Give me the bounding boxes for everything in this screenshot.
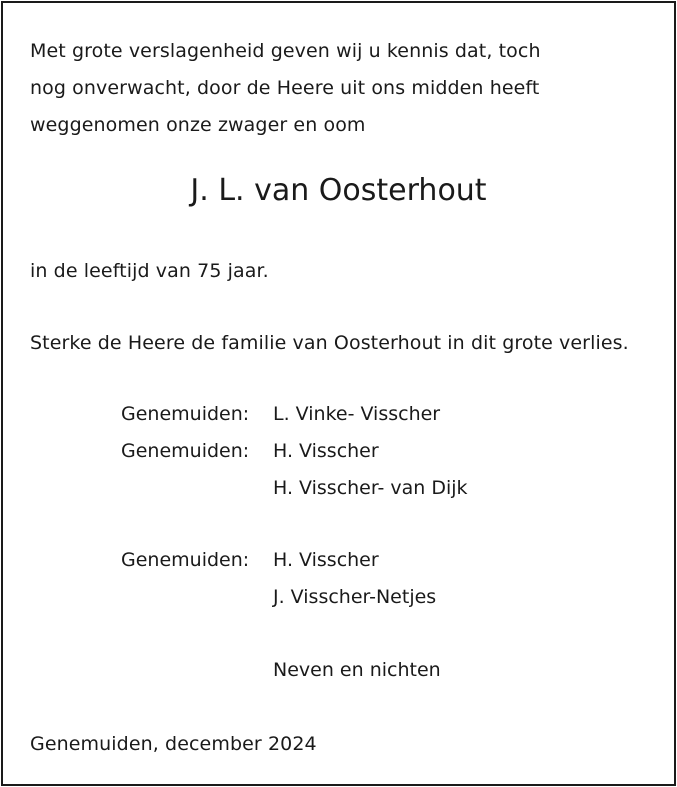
wish-line: Sterke de Heere de familie van Oosterhout in dit grote verlies. [30,332,629,354]
family-member: H. Visscher [273,440,379,462]
family-place: Genemuiden: [121,403,250,425]
relatives-line: Neven en nichten [273,659,441,681]
family-member: H. Visscher [273,549,379,571]
age-line: in de leeftijd van 75 jaar. [30,260,269,282]
obituary-notice [1,1,676,786]
deceased-name: J. L. van Oosterhout [190,173,487,208]
closing-line: Genemuiden, december 2024 [30,733,317,755]
family-member: L. Vinke- Visscher [273,403,441,425]
family-member: J. Visscher-Netjes [273,586,437,608]
family-place: Genemuiden: [121,549,250,571]
intro-line: nog onverwacht, door de Heere uit ons midden heeft [30,77,540,99]
family-member: H. Visscher- van Dijk [273,477,468,499]
intro-line: weggenomen onze zwager en oom [30,114,366,136]
intro-line: Met grote verslagenheid geven wij u kennis dat, toch [30,40,541,62]
family-place: Genemuiden: [121,440,250,462]
